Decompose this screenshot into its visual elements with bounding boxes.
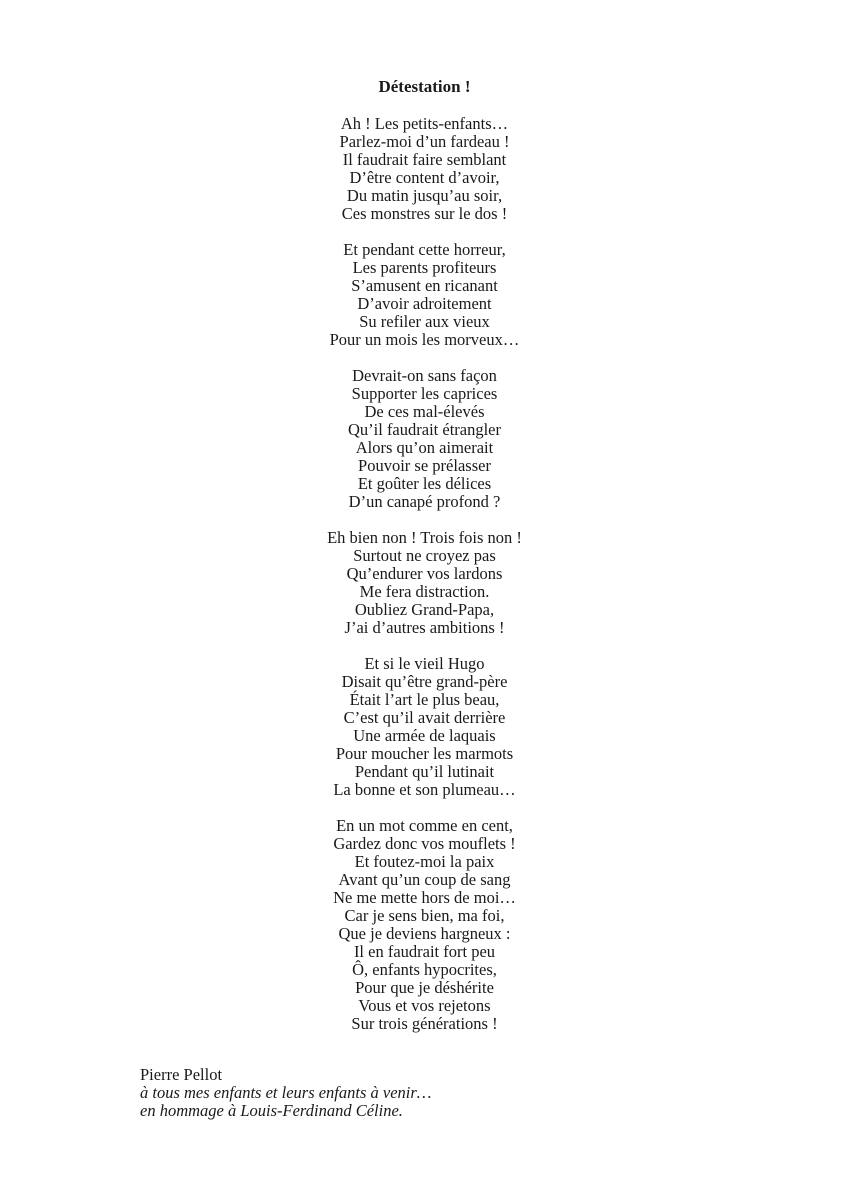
poem-line: Avant qu’un coup de sang <box>338 870 511 889</box>
stanza <box>0 655 849 799</box>
poem-line: Il faudrait faire semblant <box>342 150 507 169</box>
poem-line: D’un canapé profond ? <box>348 492 501 511</box>
stanza <box>0 241 849 349</box>
poem-line: Parlez-moi d’un fardeau ! <box>339 132 510 151</box>
poem-line: Eh bien non ! Trois fois non ! <box>327 528 522 547</box>
poem-line: Car je sens bien, ma foi, <box>344 906 505 925</box>
poem-line: Pendant qu’il lutinait <box>354 762 495 781</box>
author-name: Pierre Pellot <box>140 1065 223 1084</box>
poem-line: Sur trois générations ! <box>351 1014 498 1033</box>
poem-line: D’avoir adroitement <box>357 294 492 313</box>
poem-line: Disait qu’être grand-père <box>341 672 508 691</box>
poem-line: Une armée de laquais <box>353 726 496 745</box>
poem-line: Gardez donc vos mouflets ! <box>333 834 516 853</box>
poem-line: Ô, enfants hypocrites, <box>352 960 497 979</box>
poem-line: Pouvoir se prélasser <box>358 456 491 475</box>
stanza <box>0 115 849 223</box>
poem-line: De ces mal-élevés <box>364 402 485 421</box>
poem-line: En un mot comme en cent, <box>336 816 513 835</box>
poem-body <box>0 115 849 1051</box>
poem-line: Pour que je déshérite <box>355 978 494 997</box>
poem-line: Et goûter les délices <box>357 474 492 493</box>
poem-line: D’être content d’avoir, <box>349 168 500 187</box>
poem-line: Pour moucher les marmots <box>335 744 514 763</box>
stanza <box>0 529 849 637</box>
poem-line: Ne me mette hors de moi… <box>333 888 516 907</box>
poem-line: Et foutez-moi la paix <box>354 852 495 871</box>
poem-line: Me fera distraction. <box>359 582 490 601</box>
dedication-line: à tous mes enfants et leurs enfants à venir… <box>140 1083 432 1102</box>
poem-line: Alors qu’on aimerait <box>355 438 494 457</box>
poem-line: Supporter les caprices <box>351 384 498 403</box>
poem-line: Su refiler aux vieux <box>359 312 490 331</box>
poem-line: Qu’endurer vos lardons <box>346 564 503 583</box>
signature-block <box>140 1066 431 1120</box>
poem-line: Devrait-on sans façon <box>352 366 497 385</box>
poem-line: Ah ! Les petits-enfants… <box>340 114 509 133</box>
poem-line: La bonne et son plumeau… <box>333 780 516 799</box>
poem-line: Surtout ne croyez pas <box>353 546 496 565</box>
poem-line: Était l’art le plus beau, <box>349 690 500 709</box>
poem-line: Que je deviens hargneux : <box>338 924 511 943</box>
poem-line: S’amusent en ricanant <box>351 276 498 295</box>
poem-line: Et pendant cette horreur, <box>343 240 506 259</box>
poem-line: J’ai d’autres ambitions ! <box>344 618 505 637</box>
poem-line: C’est qu’il avait derrière <box>343 708 506 727</box>
poem-line: Oubliez Grand-Papa, <box>354 600 495 619</box>
stanza <box>0 817 849 1033</box>
poem-line: Ces monstres sur le dos ! <box>341 204 508 223</box>
stanza <box>0 367 849 511</box>
poem-line: Pour un mois les morveux… <box>329 330 520 349</box>
dedication-line: en hommage à Louis-Ferdinand Céline. <box>140 1101 403 1120</box>
poem-line: Et si le vieil Hugo <box>364 654 485 673</box>
poem-title: Détestation ! <box>378 77 471 96</box>
poem-line: Qu’il faudrait étrangler <box>347 420 501 439</box>
poem-line: Les parents profiteurs <box>352 258 497 277</box>
poem-line: Du matin jusqu’au soir, <box>346 186 503 205</box>
poem-line: Vous et vos rejetons <box>358 996 491 1015</box>
poem-line: Il en faudrait fort peu <box>353 942 496 961</box>
